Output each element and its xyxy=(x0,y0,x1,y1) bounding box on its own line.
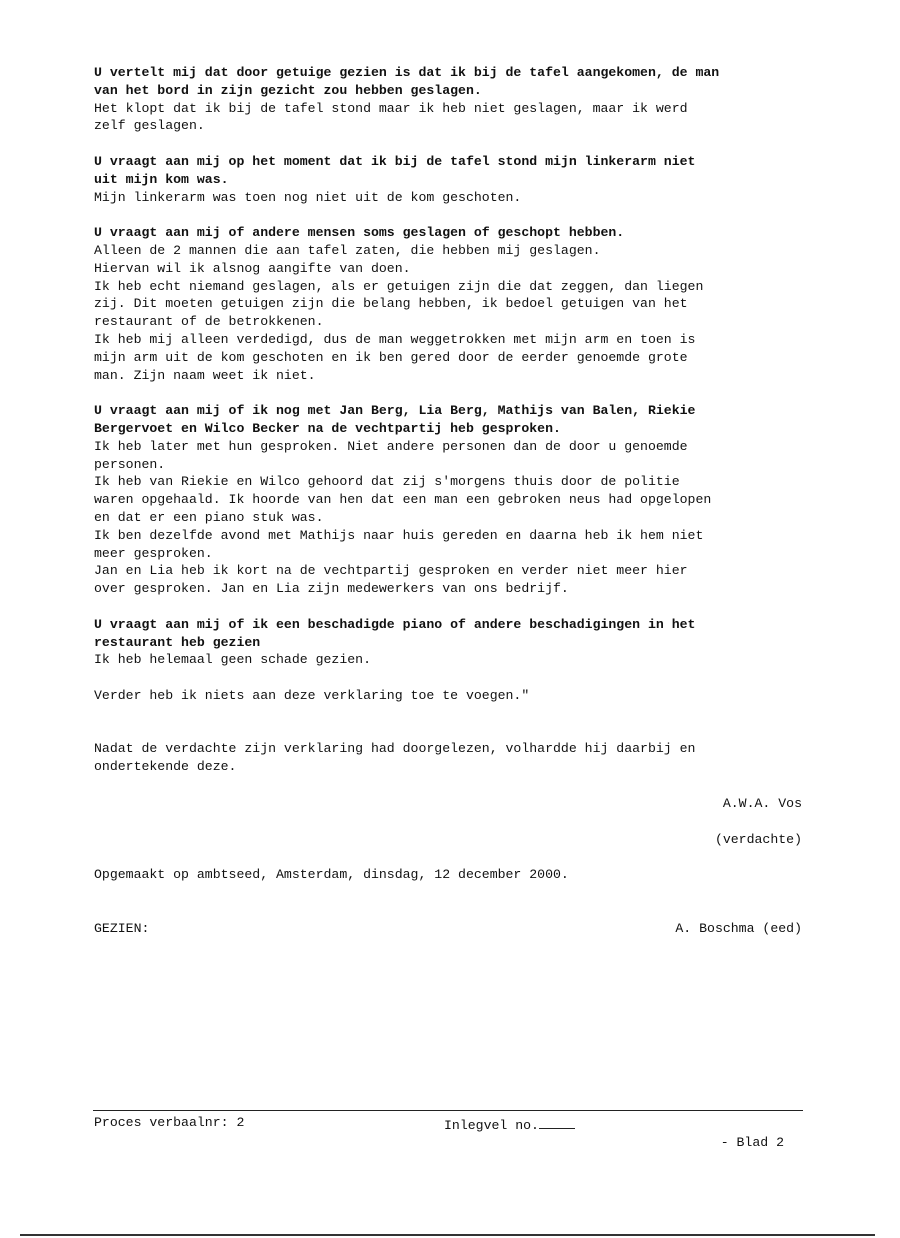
question-line: U vraagt aan mij of ik een beschadigde piano of andere beschadigingen in het xyxy=(94,616,696,632)
inlegvel-blank xyxy=(539,1116,575,1129)
answer-line: Het klopt dat ik bij de tafel stond maar ik heb niet geslagen, maar ik werd xyxy=(94,100,688,116)
answer-line: meer gesproken. xyxy=(94,545,213,561)
suspect-role: (verdachte) xyxy=(714,832,802,847)
confirmation-block xyxy=(94,740,814,776)
answer-line: Alleen de 2 mannen die aan tafel zaten, die hebben mij geslagen. xyxy=(94,242,601,258)
qa-block-3 xyxy=(94,224,814,384)
drawn-up-line: Opgemaakt op ambtseed, Amsterdam, dinsdag, 12 december 2000. xyxy=(94,867,569,882)
answer-line: Ik heb mij alleen verdedigd, dus de man weggetrokken met mijn arm en toen is xyxy=(94,331,696,347)
question-line: U vertelt mij dat door getuige gezien is dat ik bij de tafel aangekomen, de man xyxy=(94,65,720,80)
inlegvel-label: Inlegvel no. xyxy=(444,1118,539,1133)
answer-line: Ik heb later met hun gesproken. Niet andere personen dan de door u genoemde xyxy=(94,438,688,454)
answer-line: restaurant of de betrokkenen. xyxy=(94,314,324,330)
answer-line: Ik ben dezelfde avond met Mathijs naar huis gereden en daarna heb ik hem niet xyxy=(94,527,704,543)
answer-line: Mijn linkerarm was toen nog niet uit de kom geschoten. xyxy=(94,189,522,205)
answer-line: Hiervan wil ik alsnog aangifte van doen. xyxy=(94,260,411,276)
answer-line: personen. xyxy=(94,456,166,472)
answer-line: mijn arm uit de kom geschoten en ik ben gered door de eerder genoemde grote xyxy=(94,349,688,365)
scan-edge-line xyxy=(20,1234,875,1236)
question-line: van het bord in zijn gezicht zou hebben geslagen. xyxy=(94,82,482,98)
closing-statement: Verder heb ik niets aan deze verklaring toe te voegen." xyxy=(94,687,530,703)
report-number: Proces verbaalnr: 2 xyxy=(94,1115,245,1130)
answer-line: Jan en Lia heb ik kort na de vechtpartij gesproken en verder niet meer hier xyxy=(94,563,688,579)
question-line: restaurant heb gezien xyxy=(94,634,261,650)
footer-divider xyxy=(93,1110,803,1111)
question-line: Bergervoet en Wilco Becker na de vechtpartij heb gesproken. xyxy=(94,420,561,436)
statement-body xyxy=(94,64,814,794)
answer-line: Ik heb van Riekie en Wilco gehoord dat zij s'morgens thuis door de politie xyxy=(94,474,680,490)
inlegvel-field xyxy=(444,1116,575,1135)
officer-name: A. Boschma (eed) xyxy=(675,921,802,936)
closing-block xyxy=(94,687,814,705)
confirmation-line: ondertekende deze. xyxy=(94,759,237,775)
question-line: U vraagt aan mij op het moment dat ik bij de tafel stond mijn linkerarm niet xyxy=(94,153,696,169)
question-line: uit mijn kom was. xyxy=(94,171,229,187)
qa-block-4 xyxy=(94,402,814,598)
qa-block-5 xyxy=(94,616,814,669)
qa-block-1 xyxy=(94,64,814,135)
answer-line: man. Zijn naam weet ik niet. xyxy=(94,367,316,383)
answer-line: Ik heb helemaal geen schade gezien. xyxy=(94,652,371,668)
answer-line: zelf geslagen. xyxy=(94,118,205,134)
answer-line: over gesproken. Jan en Lia zijn medewerkers van ons bedrijf. xyxy=(94,581,569,597)
answer-line: Ik heb echt niemand geslagen, als er getuigen zijn die dat zeggen, dan liegen xyxy=(94,278,704,294)
answer-line: en dat er een piano stuk was. xyxy=(94,509,324,525)
question-line: U vraagt aan mij of andere mensen soms geslagen of geschopt hebben. xyxy=(94,225,625,241)
answer-line: waren opgehaald. Ik hoorde van hen dat een man een gebroken neus had opgelopen xyxy=(94,492,712,508)
answer-line: zij. Dit moeten getuigen zijn die belang hebben, ik bedoel getuigen van het xyxy=(94,296,688,312)
qa-block-2 xyxy=(94,153,814,206)
confirmation-line: Nadat de verdachte zijn verklaring had doorgelezen, volhardde hij daarbij en xyxy=(94,741,696,757)
question-line: U vraagt aan mij of ik nog met Jan Berg, Lia Berg, Mathijs van Balen, Riekie xyxy=(94,403,696,419)
page-number: - Blad 2 xyxy=(720,1135,784,1150)
suspect-name: A.W.A. Vos xyxy=(722,796,802,811)
seen-label: GEZIEN: xyxy=(94,921,150,936)
